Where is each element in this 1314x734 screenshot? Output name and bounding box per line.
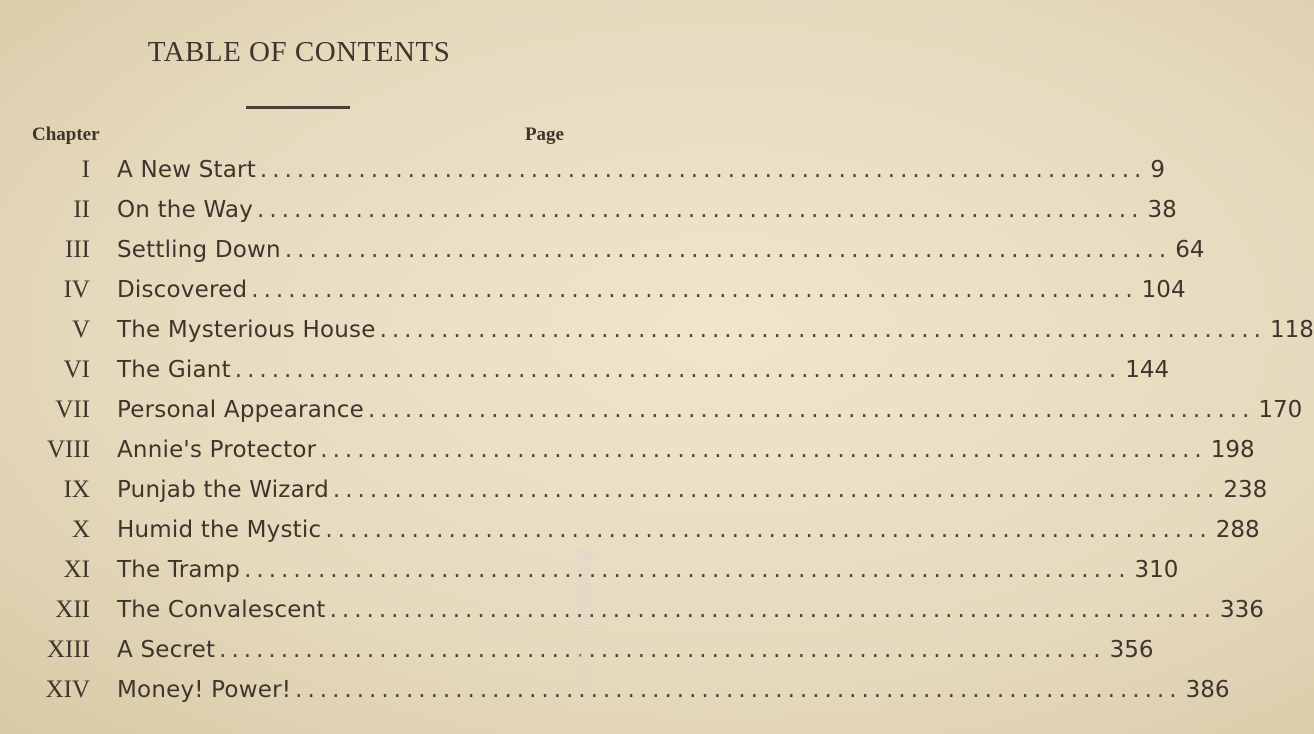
toc-row	[0, 310, 1314, 350]
page-number: 238	[1223, 477, 1268, 503]
page-number: 9	[1150, 157, 1165, 183]
dot-leader: ........................................................................	[284, 237, 1172, 263]
dot-leader: ........................................................................	[259, 157, 1147, 183]
page-number: 198	[1210, 437, 1255, 463]
chapter-number: II	[73, 196, 90, 223]
chapter-number: X	[71, 516, 90, 543]
dot-leader: ........................................................................	[295, 677, 1182, 703]
chapter-number: XIII	[46, 636, 90, 663]
chapter-title: On the Way	[117, 197, 254, 223]
chapter-title: Personal Appearance	[117, 397, 364, 423]
chapter-number: IV	[63, 276, 90, 303]
toc-row	[0, 390, 1303, 430]
dot-leader: ........................................................................	[244, 557, 1131, 583]
dot-leader: ........................................................................	[379, 317, 1266, 343]
page-number: 310	[1134, 557, 1179, 583]
page-title: TABLE OF CONTENTS	[147, 36, 451, 68]
chapter-number: XII	[55, 596, 90, 623]
chapter-number: XIV	[45, 676, 90, 703]
dot-leader: ........................................................................	[251, 277, 1138, 303]
page-number: 170	[1258, 397, 1303, 423]
chapter-number: IX	[63, 476, 90, 503]
dot-leader: ........................................................................	[325, 517, 1212, 543]
page-number: 356	[1109, 637, 1154, 663]
toc-row	[0, 430, 1255, 470]
chapter-number: V	[71, 316, 90, 343]
page-number: 104	[1141, 277, 1186, 303]
page-number: 386	[1185, 677, 1230, 703]
chapter-title: The Giant	[117, 357, 231, 383]
toc-row	[0, 510, 1260, 550]
chapter-number: VIII	[46, 436, 90, 463]
toc-row	[0, 470, 1268, 510]
page-number: 144	[1125, 357, 1170, 383]
chapter-number: III	[65, 236, 90, 263]
dot-leader: ........................................................................	[368, 397, 1255, 423]
page-number: 64	[1175, 237, 1205, 263]
chapter-number: I	[81, 156, 90, 183]
chapter-title: The Tramp	[117, 557, 241, 583]
toc-row	[0, 350, 1170, 390]
toc-row	[0, 590, 1264, 630]
chapter-title: Humid the Mystic	[117, 517, 322, 543]
dot-leader: ........................................................................	[329, 597, 1217, 623]
toc-row	[0, 230, 1205, 270]
chapter-title: A New Start	[117, 157, 256, 183]
chapter-title: Annie's Protector	[117, 437, 317, 463]
dot-leader: ........................................................................	[320, 437, 1207, 463]
chapter-number: VII	[55, 396, 90, 423]
toc-row	[0, 630, 1154, 670]
chapter-column-header: Chapter	[32, 124, 100, 145]
page-number: 336	[1220, 597, 1264, 623]
chapter-number: VI	[63, 356, 90, 383]
page-number: 288	[1215, 517, 1260, 543]
dot-leader: ........................................................................	[257, 197, 1144, 223]
dot-leader: ........................................................................	[332, 477, 1220, 503]
chapter-title: Punjab the Wizard	[117, 477, 329, 503]
page-number: 118	[1269, 317, 1314, 343]
toc-row	[0, 550, 1179, 590]
title-underline-rule	[246, 106, 350, 109]
chapter-title: A Secret	[117, 637, 216, 663]
dot-leader: ........................................................................	[234, 357, 1122, 383]
toc-row	[0, 270, 1186, 310]
toc-row	[0, 190, 1177, 230]
chapter-title: Settling Down	[117, 237, 281, 263]
watermark: mycomicshop	[570, 548, 594, 693]
chapter-number: XI	[63, 556, 90, 583]
toc-row	[0, 670, 1230, 710]
dot-leader: ........................................................................	[219, 637, 1106, 663]
page-number: 38	[1147, 197, 1177, 223]
chapter-title: The Convalescent	[117, 597, 326, 623]
toc-row	[0, 150, 1165, 190]
chapter-title: The Mysterious House	[117, 317, 376, 343]
page-column-header: Page	[524, 124, 564, 145]
chapter-title: Money! Power!	[117, 677, 292, 703]
chapter-title: Discovered	[117, 277, 248, 303]
